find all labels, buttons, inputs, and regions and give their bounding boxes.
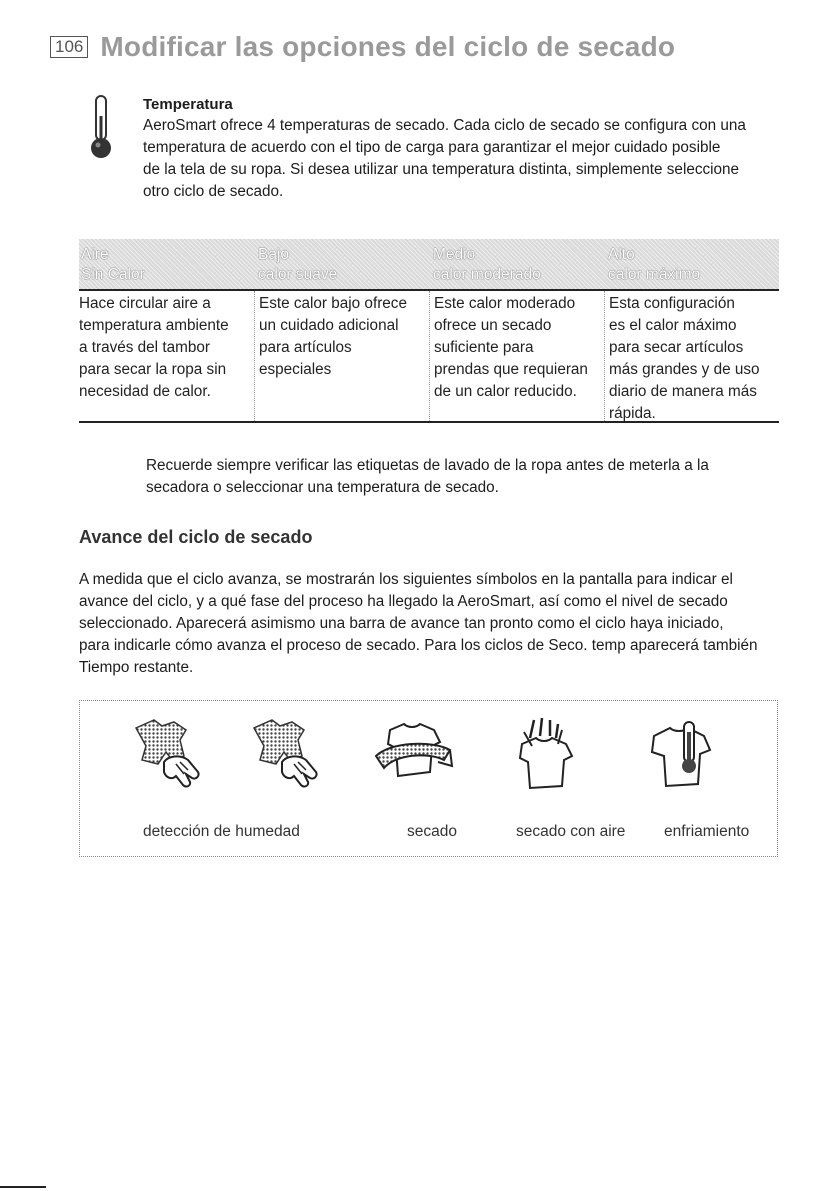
footer-rule [0, 1186, 46, 1188]
header-cell-alto [604, 239, 779, 289]
temperature-section [143, 95, 783, 203]
section-heading: Avance del ciclo de secado [79, 527, 313, 547]
text-line: de la tela de su ropa. Si desea utilizar una temperatura distinta, simplemente seleccione [143, 161, 740, 178]
text-line: para secar artículos [609, 339, 744, 356]
label-moisture-sensing: detección de humedad [143, 823, 300, 840]
column-subtitle: calor moderado [433, 266, 541, 283]
table-cell-medio [429, 291, 604, 421]
label-air-drying: secado con aire [516, 823, 626, 840]
text-line: Hace circular aire a [79, 295, 211, 312]
column-name: Bajo [258, 246, 290, 263]
header-cell-medio [429, 239, 604, 289]
page-header [50, 30, 675, 64]
text-line: seleccionado. Aparecerá asimismo una barra de avance tan pronto como el ciclo haya iniciado, [79, 615, 724, 632]
text-line: suficiente para [434, 339, 534, 356]
table-body-row [79, 291, 779, 421]
text-line: a través del tambor [79, 339, 210, 356]
text-line: otro ciclo de secado. [143, 183, 284, 200]
drying-icon [370, 716, 456, 792]
label-cooling: enfriamiento [664, 823, 750, 840]
page-title: Modificar las opciones del ciclo de secado [100, 31, 676, 62]
text-line: para indicarle cómo avanza el proceso de secado. Para los ciclos de Seco. temp aparecerá también [79, 637, 758, 654]
thermometer-icon [86, 94, 116, 160]
text-line: Este calor bajo ofrece [259, 295, 407, 312]
moisture-sensing-icon [246, 716, 332, 792]
temperature-heading: Temperatura [143, 96, 233, 113]
text-line: rápida. [609, 405, 656, 422]
header-cell-bajo [254, 239, 429, 289]
text-line: Esta configuración [609, 295, 735, 312]
text-line: ofrece un secado [434, 317, 552, 334]
text-line: Tiempo restante. [79, 659, 194, 676]
text-line: avance del ciclo, y a qué fase del proceso ha llegado la AeroSmart, así como el nivel de secado [79, 593, 728, 610]
text-line: secadora o seleccionar una temperatura de secado. [146, 479, 499, 496]
text-line: Este calor moderado [434, 295, 576, 312]
table-header-row [79, 239, 779, 289]
table-cell-alto [604, 291, 779, 421]
text-line: es el calor máximo [609, 317, 737, 334]
text-line: para artículos [259, 339, 352, 356]
temperature-table [79, 239, 779, 423]
page-number: 106 [50, 36, 88, 58]
column-name: Aire [81, 246, 109, 263]
moisture-sensing-icon [128, 716, 214, 792]
air-drying-icon [500, 716, 586, 792]
label-drying: secado [407, 823, 457, 840]
text-line: más grandes y de uso [609, 361, 760, 378]
text-line: para secar la ropa sin [79, 361, 227, 378]
table-cell-aire [79, 291, 254, 421]
column-subtitle: calor máximo [608, 266, 701, 283]
text-line: AeroSmart ofrece 4 temperaturas de secado. Cada ciclo de secado se configura con una [143, 117, 746, 134]
column-name: Alto [608, 246, 635, 263]
progress-description [79, 569, 781, 679]
header-cell-aire [79, 239, 254, 289]
table-cell-bajo [254, 291, 429, 421]
text-line: un cuidado adicional [259, 317, 399, 334]
text-line: especiales [259, 361, 332, 378]
text-line: A medida que el ciclo avanza, se mostrarán los siguientes símbolos en la pantalla para indicar el [79, 571, 733, 588]
temperature-description [143, 115, 783, 203]
text-line: Recuerde siempre verificar las etiquetas de lavado de la ropa antes de meterla a la [146, 457, 709, 474]
text-line: temperatura de acuerdo con el tipo de carga para garantizar el mejor cuidado posible [143, 139, 721, 156]
text-line: prendas que requieran [434, 361, 588, 378]
column-subtitle: calor suave [258, 266, 338, 283]
column-subtitle: Sin Calor [81, 266, 145, 283]
text-line: diario de manera más [609, 383, 757, 400]
column-name: Medio [433, 246, 476, 263]
reminder-note [146, 455, 766, 499]
text-line: necesidad de calor. [79, 383, 211, 400]
cycle-symbols-panel [79, 700, 778, 857]
cooling-icon [640, 716, 726, 792]
text-line: de un calor reducido. [434, 383, 577, 400]
text-line: temperatura ambiente [79, 317, 229, 334]
